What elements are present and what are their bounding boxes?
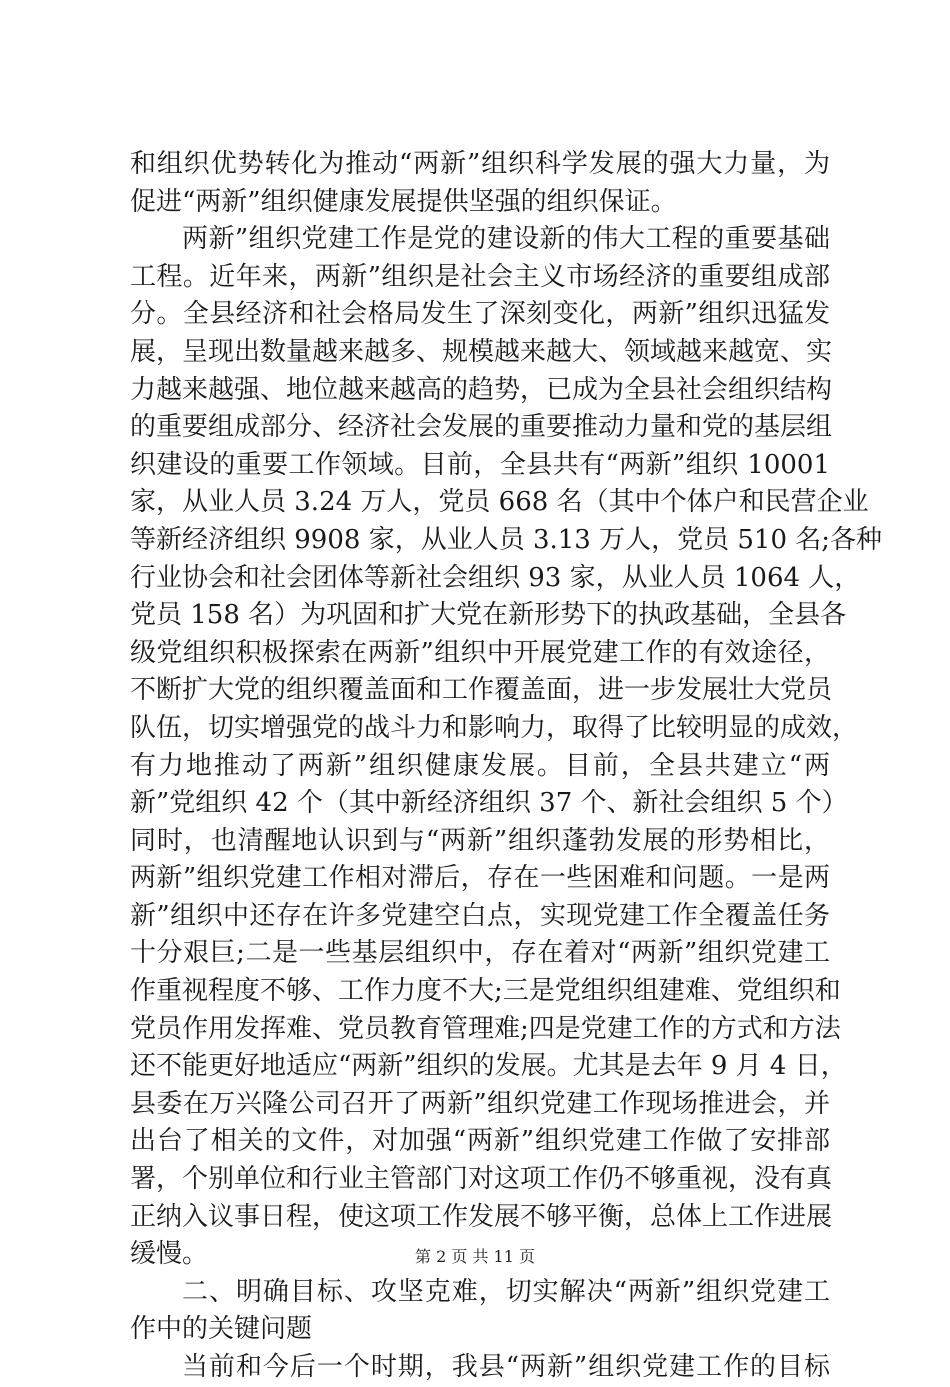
text-line: 县委在万兴隆公司召开了两新”组织党建工作现场推进会，并 <box>130 1088 830 1119</box>
text-line: 织建设的重要工作领域。目前，全县共有“两新”组织 10001 <box>130 449 830 480</box>
text-line: 不断扩大党的组织覆盖面和工作覆盖面，进一步发展壮大党员 <box>130 675 833 706</box>
document-body <box>130 146 883 1387</box>
text-line: 等新经济组织 9908 家，从业人员 3.13 万人，党员 510 名;各种 <box>130 524 883 555</box>
text-line: 作重视程度不够、工作力度不大;三是党组织组建难、党组织和 <box>130 976 841 1007</box>
text-line: 出台了相关的文件，对加强“两新”组织党建工作做了安排部 <box>130 1126 830 1157</box>
text-line: 促进“两新”组织健康发展提供坚强的组织保证。 <box>130 186 677 217</box>
page-number-footer: 第 2 页 共 11 页 <box>415 1247 535 1266</box>
text-line: 当前和今后一个时期，我县“两新”组织党建工作的目标 <box>182 1352 830 1382</box>
text-line: 队伍，切实增强党的战斗力和影响力，取得了比较明显的成效， <box>130 712 859 743</box>
text-line: 级党组织积极探索在两新”组织中开展党建工作的有效途径， <box>130 637 830 668</box>
text-line: 两新”组织党建工作相对滞后，存在一些困难和问题。一是两 <box>130 863 830 894</box>
text-line: 正纳入议事日程，使这项工作发展不够平衡，总体上工作进展 <box>130 1201 833 1232</box>
text-line: 有力地推动了两新”组织健康发展。目前，全县共建立“两 <box>130 750 830 781</box>
text-line: 还不能更好地适应“两新”组织的发展。尤其是去年 9 月 4 日， <box>130 1051 847 1082</box>
text-line: 工程。近年来，两新”组织是社会主义市场经济的重要组成部 <box>130 261 830 292</box>
text-line: 党员作用发挥难、党员教育管理难;四是党建工作的方式和方法 <box>130 1013 841 1044</box>
text-line: 同时，也清醒地认识到与“两新”组织蓬勃发展的形势相比， <box>130 825 830 856</box>
text-line: 署，个别单位和行业主管部门对这项工作仍不够重视，没有真 <box>130 1164 833 1195</box>
text-line: 行业协会和社会团体等新社会组织 93 家，从业人员 1064 人， <box>130 562 861 593</box>
text-line: 力越来越强、地位越来越高的趋势，已成为全县社会组织结构 <box>130 374 833 405</box>
text-line: 新”党组织 42 个（其中新经济组织 37 个、新社会组织 5 个） <box>130 788 848 819</box>
text-line: 党员 158 名）为巩固和扩大党在新形势下的执政基础，全县各 <box>130 600 847 631</box>
text-line: 展，呈现出数量越来越多、规模越来越大、领域越来越宽、实 <box>130 336 833 367</box>
text-line: 和组织优势转化为推动“两新”组织科学发展的强大力量，为 <box>130 149 830 179</box>
text-line: 十分艰巨;二是一些基层组织中，存在着对“两新”组织党建工 <box>130 938 830 969</box>
text-line: 分。全县经济和社会格局发生了深刻变化，两新”组织迅猛发 <box>130 299 830 330</box>
section-heading-line: 二、明确目标、攻坚克难，切实解决“两新”组织党建工 <box>182 1276 830 1307</box>
text-line: 缓慢。 <box>130 1239 209 1270</box>
text-line: 的重要组成部分、经济社会发展的重要推动力量和党的基层组 <box>130 412 833 443</box>
text-line: 家，从业人员 3.24 万人，党员 668 名（其中个体户和民营企业 <box>130 487 869 518</box>
text-line: 两新”组织党建工作是党的建设新的伟大工程的重要基础 <box>182 224 830 255</box>
section-heading-line: 作中的关键问题 <box>130 1314 313 1345</box>
text-line: 新”组织中还存在许多党建空白点，实现党建工作全覆盖任务 <box>130 900 830 931</box>
